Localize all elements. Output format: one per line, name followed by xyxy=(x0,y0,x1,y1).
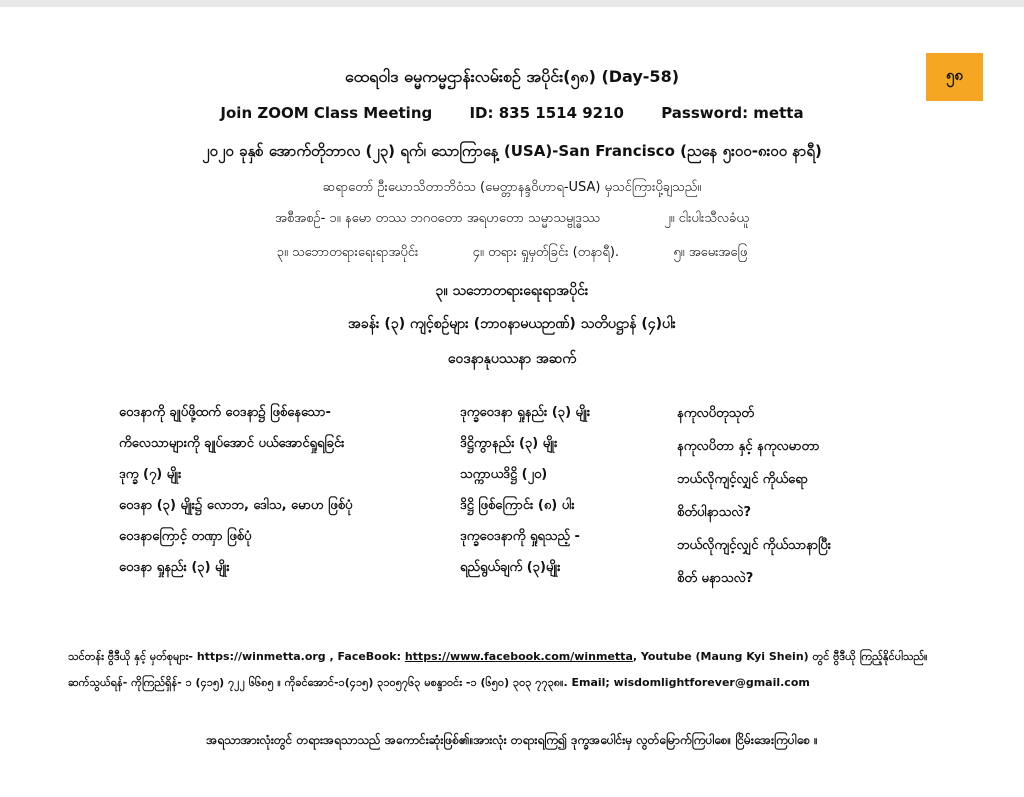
agenda-row-1 xyxy=(0,210,1024,229)
list-item: သက္ကာယဒိဋ္ဌိ (၂၀) xyxy=(460,467,548,482)
agenda-item-1: ၁။ နမော တဿ ဘဂဝတော အရဟတော သမ္မာသမ္ဗုဒ္ဓဿ xyxy=(329,211,600,226)
list-item: ဘယ်လိုကျင့်လျှင် ကိုယ်ရော xyxy=(677,472,809,487)
list-item: ဘယ်လိုကျင့်လျှင် ကိုယ်သာနာပြီး xyxy=(677,538,832,553)
list-item: ဒိဋ္ဌိကွာနည်း (၃) မျိုး xyxy=(460,436,558,451)
teacher-line: ဆရာတော် ဦးဃောသိတာဘိဝံသ (မေတ္တာနန္ဒဝိဟာရ-USA) မှသင်ကြားပို့ချသည်။ xyxy=(322,180,702,195)
zoom-info xyxy=(0,104,1024,122)
agenda-item-4: ၄။ တရား ရှုမှတ်ခြင်း (တနာရီ). xyxy=(472,245,620,260)
agenda-row-2 xyxy=(0,244,1024,263)
zoom-join-text: Join ZOOM Class Meeting xyxy=(220,104,433,122)
facebook-link[interactable]: https://www.facebook.com/winmetta xyxy=(404,650,633,663)
list-item: စိတ်ပါနာသလဲ? xyxy=(677,505,752,520)
links-prefix: သင်တန်း ဗွီဒီယို နှင့် မှတ်စုများ- https://winmetta.org , FaceBook: xyxy=(68,650,405,663)
list-item: ဝေဒနာ ရှုနည်း (၃) မျိုး xyxy=(119,560,230,575)
day-badge: ၅၈ xyxy=(926,53,983,101)
list-item: ဒုက္ခ (၇) မျိုး xyxy=(119,467,182,482)
agenda-label: အစီအစဥ်- xyxy=(274,211,326,226)
topic-column-1 xyxy=(119,397,352,583)
zoom-meeting-id: ID: 835 1514 9210 xyxy=(469,104,624,122)
list-item: ဒိဋ္ဌိ ဖြစ်ကြောင်း (၈) ပါး xyxy=(460,498,575,513)
links-suffix: , Youtube (Maung Kyi Shein) တွင် ဗွီဒီယို ကြည့်နိုင်ပါသည်။ xyxy=(632,650,928,663)
list-item: ဝေဒနာ (၃) မျိုး၌ လောဘ, ဒေါသ, မောဟ ဖြစ်ပုံ xyxy=(119,498,353,513)
topic-column-2 xyxy=(460,397,590,583)
agenda-item-3: ၃။ သဘောတရားရေးရာအပိုင်း xyxy=(276,245,419,260)
list-item: နကုလပိတာ နှင့် နကုလမာတာ xyxy=(677,439,820,454)
list-item: စိတ် မနာသလဲ? xyxy=(677,571,754,586)
agenda-item-5: ၅။ အမေးအဖြေ xyxy=(673,245,748,260)
contact-line: ဆက်သွယ်ရန်- ကိုကြည်ရှိန်- ၁ (၄၁၅) ၇၂၂ ၆၆၈၅ ။ ကိုခင်အောင်-၁(၄၁၅) ၃၁၀၅၇၆၃ မစန္ဒာဝင်း -၁ (၆၅၀) ၃၀၃ ၇၇၃၈။. Email; wisdomlightforever@gmail.com xyxy=(68,676,810,689)
list-item: ဝေဒနာကြောင့် တဏှာ ဖြစ်ပုံ xyxy=(119,529,252,544)
list-item: ဝေဒနာကို ချုပ်ဖို့ထက် ဝေဒနာ၌ ဖြစ်နေသော- xyxy=(119,405,331,420)
agenda-item-2: ၂။ ငါးပါးသီလခံယူ xyxy=(664,211,750,226)
zoom-password: Password: metta xyxy=(661,104,804,122)
topic-heading: ဝေဒနာနုပဿနာ အဆက် xyxy=(447,351,577,367)
list-item: နကုလပိတုသုတ် xyxy=(677,406,754,421)
links-line xyxy=(68,650,927,666)
list-item: ဒုက္ခဝေဒနာ ရှုနည်း (၃) မျိုး xyxy=(460,405,591,420)
page-title: ထေရဝါဒ ဓမ္မကမ္မဌာန်းလမ်းစဥ် အပိုင်း(၅၈) (Day-58) xyxy=(344,67,680,86)
top-strip xyxy=(0,0,1024,7)
section-heading: ၃။ သဘောတရားရေးရာအပိုင်း xyxy=(435,283,589,299)
topic-column-3 xyxy=(677,397,831,595)
list-item: ဒုက္ခဝေဒနာကို ရှုရသည့် - xyxy=(460,529,580,544)
chapter-heading: အခန်း (၃) ကျင့်စဥ်များ (ဘာဝနာမယဉာဏ်) သတိပဋ္ဌာန် (၄)ပါး xyxy=(348,316,676,332)
list-item: ရည်ရွယ်ချက် (၃)မျိုး xyxy=(460,560,561,575)
list-item: ကိလေသာများကို ချုပ်အောင် ပယ်အောင်ရှုရခြင်း xyxy=(119,436,345,451)
date-line: ၂၀၂၀ ခုနှစ် အောက်တိုဘာလ (၂၃) ရက်၊ သောကြာနေ့ (USA)-San Francisco (ညနေ ၅း၀၀-၈း၀၀ နာရီ) xyxy=(202,142,822,160)
blessing-line: အရသာအားလုံးတွင် တရားအရသာသည် အကောင်းဆုံးဖြစ်၏။အားလုံး တရားရကြ၍ ဒုက္ခအပေါင်းမှ လွတ်မြောက်ကြပါစေ။ ငြိမ်းအေးကြပါစေ ။ xyxy=(206,733,818,747)
